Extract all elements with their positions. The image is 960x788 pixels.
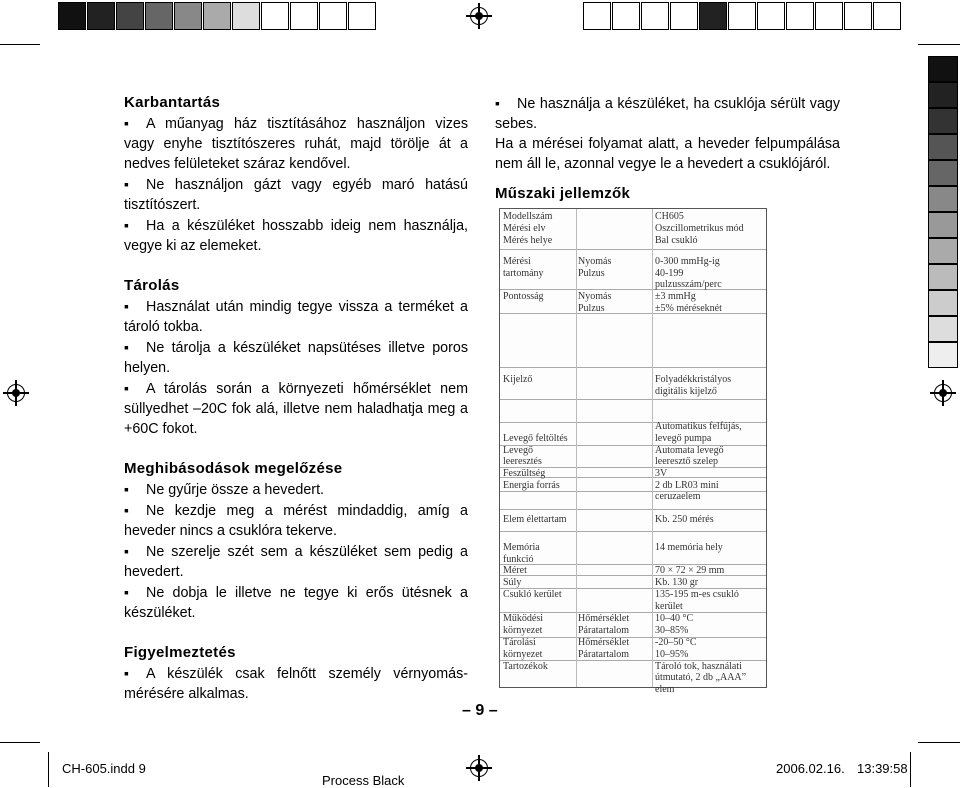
color-bar-16 [699,2,727,30]
spec-table-cell: ±5% méréseknét [655,303,722,314]
spec-table-cell: környezet [503,625,543,636]
storage-heading: Tárolás [124,277,180,294]
spec-table-cell: Energia forrás [503,480,560,491]
color-bar-11 [348,2,376,30]
right-column [495,93,840,204]
left-column [124,93,468,704]
footer-time: 13:39:58 [857,761,908,776]
prevention-item: ▪ Ne kezdje meg a mérést mindaddig, amíg a heveder nincs a csuklóra tekerve. [124,500,468,541]
spec-table-cell: CH605 [655,211,684,222]
spec-table-cell: 30–85% [655,625,689,636]
spec-table-cell: Tároló tok, használati [655,661,742,672]
spec-table-cell: 0-300 mmHg-ig [655,256,720,267]
spec-table-rule [500,445,766,446]
spec-table-cell: Tárolási [503,637,536,648]
storage-item: ▪ Ne tárolja a készüléket napsütéses illetve poros helyen. [124,337,468,378]
spec-table-cell: 10–95% [655,649,689,660]
spec-table-cell: 40-199 [655,268,684,279]
spec-table-cell: 14 memória hely [655,542,723,553]
spec-table-cell: Automatikus felfújás, [655,421,742,432]
spec-table-cell: Nyomás [578,256,612,267]
spec-table-rule [500,399,766,400]
specs-heading: Műszaki jellemzők [495,185,631,202]
registration-mark-icon [466,3,492,29]
right-item: Ha a mérései folyamat alatt, a heveder felpumpálása nem áll le, azonnal vegye le a hevedert a csuklójáról. [495,136,840,172]
prevention-heading: Meghibásodások megelőzése [124,460,343,477]
color-bar-14 [641,2,669,30]
spec-table-cell: Hőmérséklet [578,637,630,648]
prevention-item: ▪ Ne gyűrje össze a hevedert. [124,479,468,500]
spec-table [499,208,767,695]
spec-table-rule [500,531,766,532]
spec-table-cell: Pulzus [578,268,605,279]
spec-table-cell: elem [655,684,675,695]
color-bar-15 [670,2,698,30]
registration-mark-icon [930,380,956,406]
spec-table-cell: Oszcillometrikus mód [655,223,744,234]
spec-table-rule [500,249,766,250]
spec-table-cell: 135-195 m-es csukló [655,589,739,600]
spec-table-cell: Súly [503,577,522,588]
color-bar-13 [612,2,640,30]
crop-line [918,44,960,45]
warning-item: ▪ A készülék csak felnőtt személy vérnyomás-mérésére alkalmas. [124,663,468,704]
spec-table-cell: 3V [655,468,668,479]
spec-table-cell: levegő pumpa [655,433,712,444]
spec-table-rule [500,564,766,565]
spec-table-cell: leeresztő szelep [655,456,719,467]
color-bar-9 [290,2,318,30]
spec-table-cell: Modellszám [503,211,553,222]
color-bar-10 [319,2,347,30]
spec-table-cell: funkció [503,554,534,565]
spec-table-cell: Levegő feltöltés [503,433,568,444]
footer-file: CH-605.indd 9 [62,761,146,776]
spec-table-cell: Kb. 250 mérés [655,514,714,525]
gray-patch [928,212,958,238]
color-bar-20 [815,2,843,30]
color-bar-1 [58,2,86,30]
crop-line [910,752,911,787]
crop-line [0,44,40,45]
spec-table-cell: kerület [655,601,683,612]
spec-table-cell: környezet [503,649,543,660]
spec-table-cell: 10–40 °C [655,613,694,624]
color-bar-19 [786,2,814,30]
registration-mark-icon [466,755,492,781]
spec-table-cell: Memória [503,542,540,553]
spec-table-cell: tartomány [503,268,544,279]
prevention-item: ▪ Ne szerelje szét sem a készüléket sem pedig a hevedert. [124,541,468,582]
maintenance-item: ▪ Ne használjon gázt vagy egyéb maró hatású tisztítószert. [124,174,468,215]
spec-table-cell: Pontosság [503,291,544,302]
spec-table-cell: Működési [503,613,543,624]
spec-table-cell: pulzusszám/perc [655,279,722,290]
spec-table-cell: útmutató, 2 db „AAA” [655,672,747,683]
spec-table-cell: Levegő [503,445,533,456]
storage-item: ▪ A tárolás során a környezeti hőmérséklet nem süllyedhet –20C fok alá, illetve nem haladhatja meg a +60C fokot. [124,378,468,439]
spec-table-cell: Automata levegő [655,445,724,456]
spec-table-cell: Tartozékok [503,661,548,672]
spec-table-cell: Mérési elv [503,223,546,234]
warning-heading: Figyelmeztetés [124,644,236,661]
spec-table-cell: digitális kijelző [655,386,717,397]
spec-table-rule [500,575,766,576]
spec-table-cell: ceruzaelem [655,491,701,502]
gray-patch [928,290,958,316]
maintenance-item: ▪ A műanyag ház tisztításához használjon vizes vagy enyhe tisztítószeres ruhát, majd törölje át a nedves felületeket száraz kendővel. [124,113,468,174]
gray-patch [928,316,958,342]
maintenance-heading: Karbantartás [124,94,221,111]
spec-table-rule [500,509,766,510]
spec-table-cell: 70 × 72 × 29 mm [655,565,725,576]
crop-line [0,742,40,743]
gray-patch [928,56,958,82]
storage-item: ▪ Használat után mindig tegye vissza a terméket a tároló tokba. [124,296,468,337]
color-bar-7 [232,2,260,30]
crop-line [48,752,49,787]
spec-table-cell: Kb. 130 gr [655,577,699,588]
footer-date: 2006.02.16. [776,761,845,776]
gray-patch [928,134,958,160]
spec-table-cell: Méret [503,565,527,576]
spec-table-cell: Mérési [503,256,531,267]
spec-table-cell: Mérés helye [503,235,553,246]
spec-table-cell: Páratartalom [578,649,630,660]
color-bar-22 [873,2,901,30]
spec-table-divider [652,209,653,687]
spec-table-cell: Csukló kerület [503,589,562,600]
spec-table-cell: Bal csukló [655,235,698,246]
gray-patch [928,82,958,108]
registration-mark-icon [3,380,29,406]
spec-table-rule [500,367,766,368]
right-item: ▪ Ne használja a készüléket, ha csuklója sérült vagy sebes. [495,93,840,134]
spec-table-cell: ±3 mmHg [655,291,696,302]
spec-table-divider [576,209,577,687]
color-bar-4 [145,2,173,30]
footer-color: Process Black [322,773,405,788]
color-bar-3 [116,2,144,30]
spec-table-rule [500,289,766,290]
spec-table-cell: -20–50 °C [655,637,697,648]
color-bar-8 [261,2,289,30]
spec-table-cell: Feszültség [503,468,546,479]
color-bar-12 [583,2,611,30]
color-bar-5 [174,2,202,30]
spec-table-cell: Nyomás [578,291,612,302]
spec-table-rule [500,313,766,314]
spec-table-cell: Folyadékkristályos [655,374,732,385]
color-bar-18 [757,2,785,30]
gray-patch [928,186,958,212]
gray-patch [928,264,958,290]
spec-table-rule [500,637,766,638]
spec-table-cell: leeresztés [503,456,542,467]
color-bar-2 [87,2,115,30]
spec-table-cell: 2 db LR03 mini [655,480,719,491]
gray-patch [928,108,958,134]
prevention-item: ▪ Ne dobja le illetve ne tegye ki erős ütésnek a készüléket. [124,582,468,623]
crop-line [918,742,960,743]
spec-table-cell: Kijelző [503,374,533,385]
gray-patch [928,238,958,264]
gray-patch [928,160,958,186]
spec-table-cell: Elem élettartam [503,514,567,525]
spec-table-cell: Pulzus [578,303,605,314]
color-bar-21 [844,2,872,30]
spec-table-cell: Hőmérséklet [578,613,630,624]
maintenance-item: ▪ Ha a készüléket hosszabb ideig nem használja, vegye ki az elemeket. [124,215,468,256]
gray-patch [928,342,958,368]
color-bar-17 [728,2,756,30]
spec-table-rule [500,491,766,492]
color-bar-6 [203,2,231,30]
page-number: – 9 – [462,702,498,719]
spec-table-cell: Páratartalom [578,625,630,636]
